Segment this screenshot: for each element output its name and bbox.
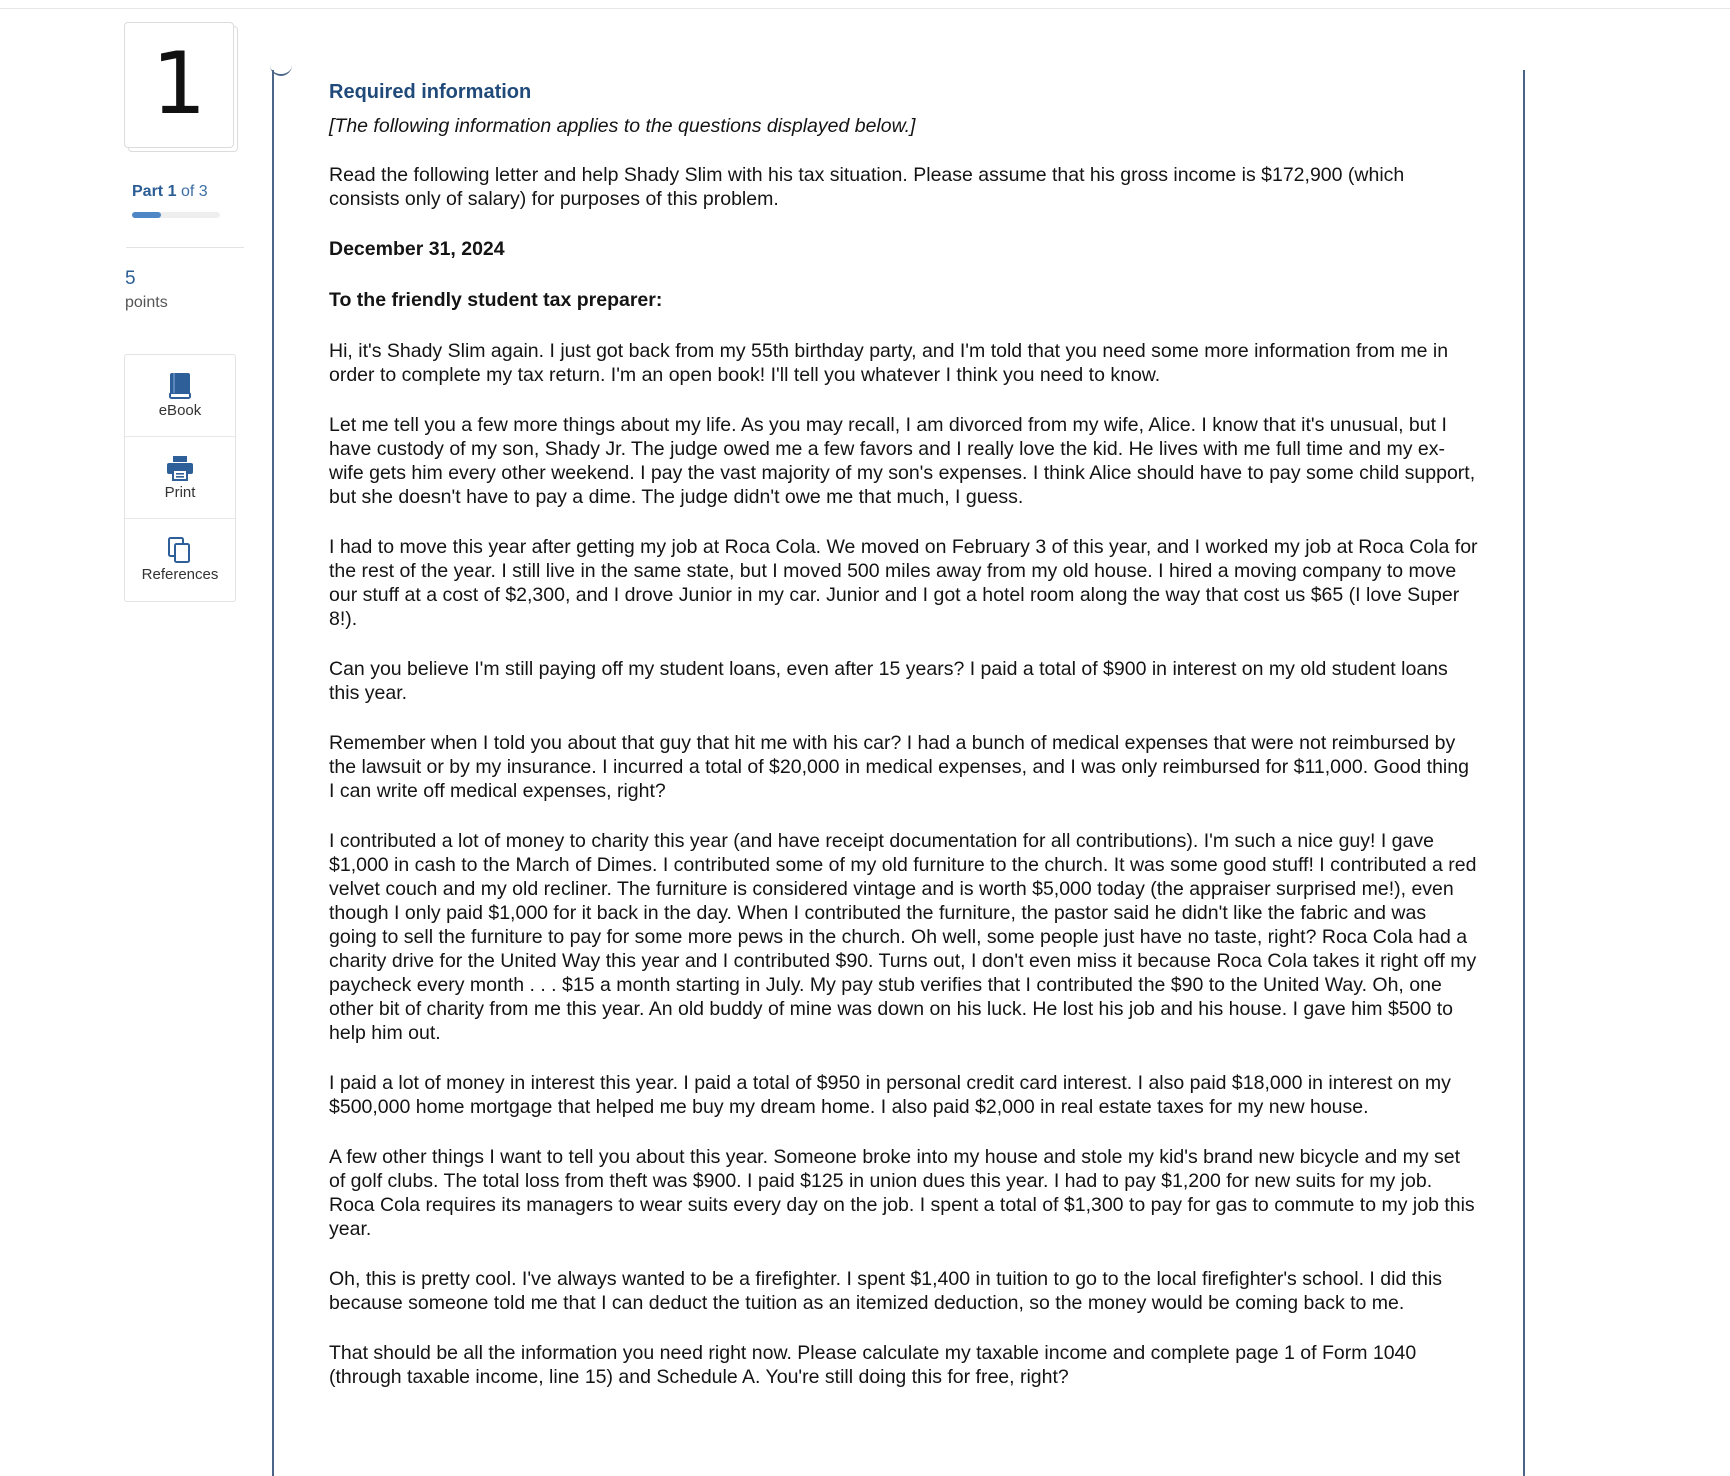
letter-date: December 31, 2024 <box>329 238 505 260</box>
letter-paragraph: That should be all the information you need right now. Please calculate my taxable income and complete page 1 of Form 1040 (through taxable income, line 15) and Schedule A. You're still doing this for free, right? <box>329 1342 1417 1388</box>
top-rule <box>0 8 1730 9</box>
ebook-button[interactable] <box>125 355 235 437</box>
question-number-card <box>124 22 234 148</box>
panel-right-border <box>1523 70 1525 1476</box>
points-value: 5 <box>125 268 136 289</box>
letter-paragraph: A few other things I want to tell you about this year. Someone broke into my house and stole my kid's brand new bicycle and my set of golf clubs. The total loss from theft was $900. I paid $125 in union dues this year. I had to pay $1,200 for new suits for my job. Roca Cola requires its managers to wear suits every day on the job. I spent a total of $1,300 to pay for gas to commute to my job this year. <box>329 1146 1475 1240</box>
rail-divider <box>126 247 244 248</box>
letter-salutation: To the friendly student tax preparer: <box>329 289 663 311</box>
panel-left-border <box>272 70 274 1476</box>
required-information-heading: Required information <box>329 81 532 103</box>
letter-paragraph: Can you believe I'm still paying off my student loans, even after 15 years? I paid a total of $900 in interest on my old student loans this year. <box>329 658 1448 704</box>
points-label: points <box>125 294 168 311</box>
letter-paragraph: Hi, it's Shady Slim again. I just got back from my 55th birthday party, and I'm told that you need some more information from me in order to complete my tax return. I'm an open book! I'll tell you whatever I think you need to know. <box>329 340 1449 386</box>
part-progress-bar <box>132 212 220 218</box>
part-of: of 3 <box>180 183 208 200</box>
letter-paragraph: Let me tell you a few more things about my life. As you may recall, I am divorced from my wife, Alice. I know that it's unusual, but I have custody of my son, Shady Jr. The judge owed me a few favors and I really love the kid. He lives with me full time and my ex-wife gets him every other weekend. I pay the vast majority of my son's expenses. I think Alice should have to pay some child support, but she doesn't have to pay a dime. The judge didn't owe me that much, I guess. <box>329 414 1476 508</box>
question-number: 1 <box>151 34 207 134</box>
intro-paragraph: Read the following letter and help Shady Slim with his tax situation. Please assume that his gross income is $172,900 (which consists only of salary) for purposes of this problem. <box>329 164 1405 210</box>
book-icon <box>125 371 235 401</box>
references-button[interactable] <box>125 519 235 601</box>
part-word: Part <box>132 183 164 200</box>
letter-paragraph: Oh, this is pretty cool. I've always wanted to be a firefighter. I spent $1,400 in tuition to go to the local firefighter's school. I did this because someone told me that I can deduct the tuition as an itemized deduction, so the money would be coming back to me. <box>329 1268 1443 1314</box>
references-label: References <box>141 566 219 583</box>
letter-paragraph: I contributed a lot of money to charity this year (and have receipt documentation for all contributions). I'm such a nice guy! I gave $1,000 in cash to the March of Dimes. I contributed some of my old furniture to the church. It was some good stuff! I contributed a red velvet couch and my old recliner. The furniture is considered vintage and is worth $5,000 today (the appraiser surprised me!), even though I only paid $1,000 for it back in the day. When I contributed the furniture, the pastor said he didn't like the fabric and was going to sell the furniture to pay for some more pews in the church. Oh well, some people just have no taste, right? Roca Cola had a charity drive for the United Way this year and I contributed $90. Turns out, I don't even miss it because Roca Cola takes it right off my paycheck every month . . . $15 a month starting in July. My pay stub verifies that I contributed the $90 to the United Way. Oh, one other bit of charity from me this year. An old buddy of mine was down on his luck. He lost his job and his house. I gave him $500 to help him out. <box>329 830 1477 1044</box>
ebook-label: eBook <box>158 402 202 419</box>
letter-paragraph: Remember when I told you about that guy that hit me with his car? I had a bunch of medical expenses that were not reimbursed by the lawsuit or by my insurance. I incurred a total of $20,000 in medical expenses, and I was only reimbursed for $11,000. Good thing I can write off medical expenses, right? <box>329 732 1469 802</box>
print-label: Print <box>164 484 196 501</box>
part-indicator <box>132 183 208 201</box>
printer-icon <box>125 453 235 483</box>
part-progress-fill <box>132 212 161 218</box>
copy-icon <box>125 535 235 565</box>
letter-paragraph: I paid a lot of money in interest this year. I paid a total of $950 in personal credit card interest. I also paid $18,000 in interest on my $500,000 home mortgage that helped me buy my dream home. I also paid $2,000 in real estate taxes for my new house. <box>329 1072 1451 1118</box>
letter-paragraph: I had to move this year after getting my job at Roca Cola. We moved on February 3 of this year, and I worked my job at Roca Cola for the rest of the year. I still live in the same state, but I moved 500 miles away from my old house. I hired a moving company to move our stuff at a cost of $2,300, and I drove Junior in my car. Junior and I got a hotel room along the way that cost us $65 (I love Super 8!). <box>329 536 1478 630</box>
part-current: 1 <box>167 183 177 200</box>
print-button[interactable] <box>125 437 235 519</box>
tools-panel <box>124 354 236 602</box>
question-content <box>329 80 1479 1415</box>
applies-note: [The following information applies to the questions displayed below.] <box>329 115 916 137</box>
